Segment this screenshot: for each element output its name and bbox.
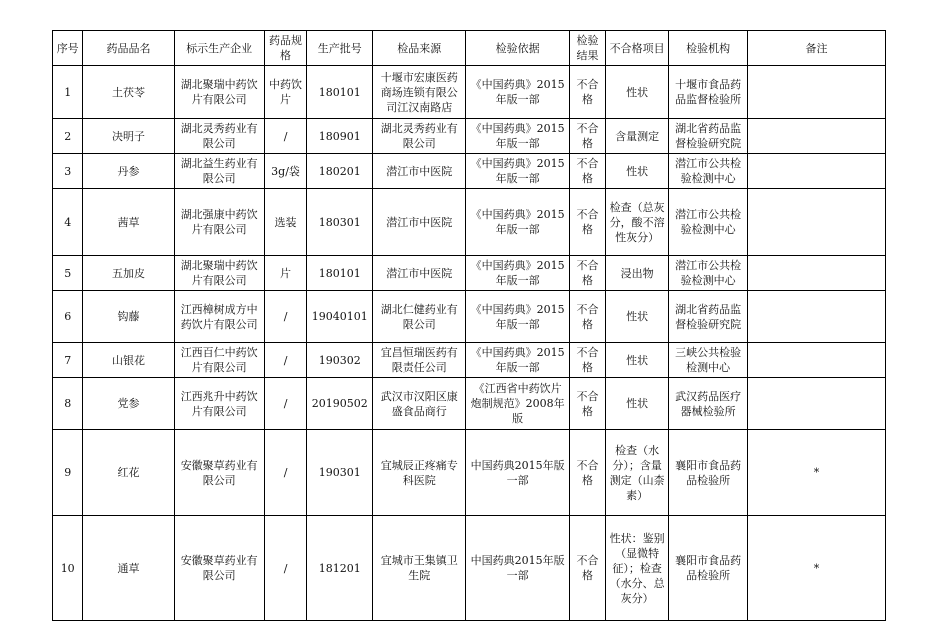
header-failed-item: 不合格项目: [606, 31, 669, 66]
cell-result: 不合格: [569, 66, 605, 119]
cell-no: 1: [53, 66, 83, 119]
cell-note: [748, 154, 886, 189]
cell-manufacturer: 江西兆升中药饮片有限公司: [174, 378, 264, 430]
table-row: [53, 154, 886, 189]
cell-no: 3: [53, 154, 83, 189]
header-agency: 检验机构: [669, 31, 748, 66]
cell-result: 不合格: [569, 378, 605, 430]
cell-basis: 《中国药典》2015年版一部: [466, 189, 569, 256]
cell-manufacturer: 湖北灵秀药业有限公司: [174, 119, 264, 154]
cell-batch: 180101: [307, 66, 373, 119]
cell-source: 宜昌恒瑞医药有限责任公司: [373, 343, 466, 378]
cell-source: 十堰市宏康医药商场连锁有限公司江汉南路店: [373, 66, 466, 119]
cell-source: 宜城辰正疼痛专科医院: [373, 430, 466, 516]
header-source: 检品来源: [373, 31, 466, 66]
cell-agency: 三峡公共检验检测中心: [669, 343, 748, 378]
cell-batch: 20190502: [307, 378, 373, 430]
table-row: [53, 430, 886, 516]
cell-note: [748, 291, 886, 343]
cell-spec: /: [264, 291, 307, 343]
cell-result: 不合格: [569, 154, 605, 189]
cell-failed-item: 性状：鉴别（显微特征）；检查（水分、总灰分）: [606, 516, 669, 621]
header-manufacturer: 标示生产企业: [174, 31, 264, 66]
cell-agency: 襄阳市食品药品检验所: [669, 516, 748, 621]
cell-source: 湖北灵秀药业有限公司: [373, 119, 466, 154]
cell-result: 不合格: [569, 291, 605, 343]
cell-spec: 选装: [264, 189, 307, 256]
cell-agency: 潜江市公共检验检测中心: [669, 189, 748, 256]
cell-failed-item: 性状: [606, 66, 669, 119]
cell-agency: 湖北省药品监督检验研究院: [669, 291, 748, 343]
cell-note: [748, 189, 886, 256]
table-header-row: [53, 31, 886, 66]
table-row: [53, 378, 886, 430]
table-row: [53, 189, 886, 256]
cell-note: *: [748, 516, 886, 621]
cell-spec: /: [264, 378, 307, 430]
cell-source: 潜江市中医院: [373, 189, 466, 256]
table-row: [53, 66, 886, 119]
table-row: [53, 256, 886, 291]
cell-agency: 潜江市公共检验检测中心: [669, 256, 748, 291]
cell-result: 不合格: [569, 119, 605, 154]
cell-basis: 中国药典2015年版一部: [466, 430, 569, 516]
cell-no: 7: [53, 343, 83, 378]
table-row: [53, 291, 886, 343]
cell-agency: 武汉药品医疗器械检验所: [669, 378, 748, 430]
header-spec: 药品规格: [264, 31, 307, 66]
cell-spec: 3g/袋: [264, 154, 307, 189]
cell-manufacturer: 安徽聚草药业有限公司: [174, 430, 264, 516]
cell-manufacturer: 湖北聚瑞中药饮片有限公司: [174, 256, 264, 291]
cell-no: 9: [53, 430, 83, 516]
header-drug-name: 药品品名: [83, 31, 174, 66]
table-row: [53, 343, 886, 378]
cell-manufacturer: 江西樟树成方中药饮片有限公司: [174, 291, 264, 343]
cell-agency: 潜江市公共检验检测中心: [669, 154, 748, 189]
cell-basis: 《中国药典》2015年版一部: [466, 343, 569, 378]
cell-spec: /: [264, 516, 307, 621]
cell-source: 湖北仁健药业有限公司: [373, 291, 466, 343]
cell-batch: 180901: [307, 119, 373, 154]
cell-no: 8: [53, 378, 83, 430]
cell-source: 武汉市汉阳区康盛食品商行: [373, 378, 466, 430]
cell-basis: 《江西省中药饮片炮制规范》2008年版: [466, 378, 569, 430]
cell-no: 5: [53, 256, 83, 291]
cell-failed-item: 检查（水分）；含量测定（山柰素）: [606, 430, 669, 516]
cell-agency: 襄阳市食品药品检验所: [669, 430, 748, 516]
cell-basis: 《中国药典》2015年版一部: [466, 291, 569, 343]
cell-failed-item: 性状: [606, 154, 669, 189]
table-row: [53, 516, 886, 621]
cell-drug-name: 茜草: [83, 189, 174, 256]
cell-drug-name: 丹参: [83, 154, 174, 189]
header-result: 检验结果: [569, 31, 605, 66]
cell-failed-item: 含量测定: [606, 119, 669, 154]
cell-failed-item: 浸出物: [606, 256, 669, 291]
cell-batch: 190301: [307, 430, 373, 516]
cell-agency: 湖北省药品监督检验研究院: [669, 119, 748, 154]
cell-spec: /: [264, 430, 307, 516]
cell-no: 2: [53, 119, 83, 154]
cell-drug-name: 五加皮: [83, 256, 174, 291]
cell-spec: /: [264, 343, 307, 378]
cell-spec: 中药饮片: [264, 66, 307, 119]
cell-failed-item: 性状: [606, 291, 669, 343]
inspection-results-table: [52, 30, 886, 621]
cell-batch: 180301: [307, 189, 373, 256]
header-no: 序号: [53, 31, 83, 66]
cell-failed-item: 检查（总灰分，酸不溶性灰分）: [606, 189, 669, 256]
cell-no: 10: [53, 516, 83, 621]
cell-manufacturer: 安徽聚草药业有限公司: [174, 516, 264, 621]
header-note: 备注: [748, 31, 886, 66]
cell-result: 不合格: [569, 430, 605, 516]
cell-drug-name: 红花: [83, 430, 174, 516]
cell-note: [748, 256, 886, 291]
cell-no: 6: [53, 291, 83, 343]
cell-no: 4: [53, 189, 83, 256]
cell-batch: 180201: [307, 154, 373, 189]
cell-batch: 19040101: [307, 291, 373, 343]
cell-spec: /: [264, 119, 307, 154]
cell-manufacturer: 湖北聚瑞中药饮片有限公司: [174, 66, 264, 119]
cell-drug-name: 山银花: [83, 343, 174, 378]
cell-result: 不合格: [569, 189, 605, 256]
cell-result: 不合格: [569, 343, 605, 378]
cell-batch: 180101: [307, 256, 373, 291]
cell-drug-name: 土茯苓: [83, 66, 174, 119]
cell-source: 潜江市中医院: [373, 256, 466, 291]
cell-basis: 《中国药典》2015年版一部: [466, 66, 569, 119]
header-basis: 检验依据: [466, 31, 569, 66]
cell-batch: 181201: [307, 516, 373, 621]
cell-spec: 片: [264, 256, 307, 291]
cell-drug-name: 党参: [83, 378, 174, 430]
cell-basis: 中国药典2015年版一部: [466, 516, 569, 621]
cell-basis: 《中国药典》2015年版一部: [466, 119, 569, 154]
cell-manufacturer: 湖北强康中药饮片有限公司: [174, 189, 264, 256]
cell-note: [748, 343, 886, 378]
cell-drug-name: 钩藤: [83, 291, 174, 343]
cell-failed-item: 性状: [606, 378, 669, 430]
cell-result: 不合格: [569, 256, 605, 291]
cell-note: [748, 66, 886, 119]
cell-manufacturer: 湖北益生药业有限公司: [174, 154, 264, 189]
cell-failed-item: 性状: [606, 343, 669, 378]
cell-batch: 190302: [307, 343, 373, 378]
cell-drug-name: 通草: [83, 516, 174, 621]
cell-result: 不合格: [569, 516, 605, 621]
cell-note: [748, 378, 886, 430]
cell-source: 宜城市王集镇卫生院: [373, 516, 466, 621]
cell-agency: 十堰市食品药品监督检验所: [669, 66, 748, 119]
cell-note: [748, 119, 886, 154]
cell-manufacturer: 江西百仁中药饮片有限公司: [174, 343, 264, 378]
header-batch: 生产批号: [307, 31, 373, 66]
cell-drug-name: 决明子: [83, 119, 174, 154]
table-row: [53, 119, 886, 154]
cell-basis: 《中国药典》2015年版一部: [466, 256, 569, 291]
cell-source: 潜江市中医院: [373, 154, 466, 189]
cell-note: *: [748, 430, 886, 516]
cell-basis: 《中国药典》2015年版一部: [466, 154, 569, 189]
